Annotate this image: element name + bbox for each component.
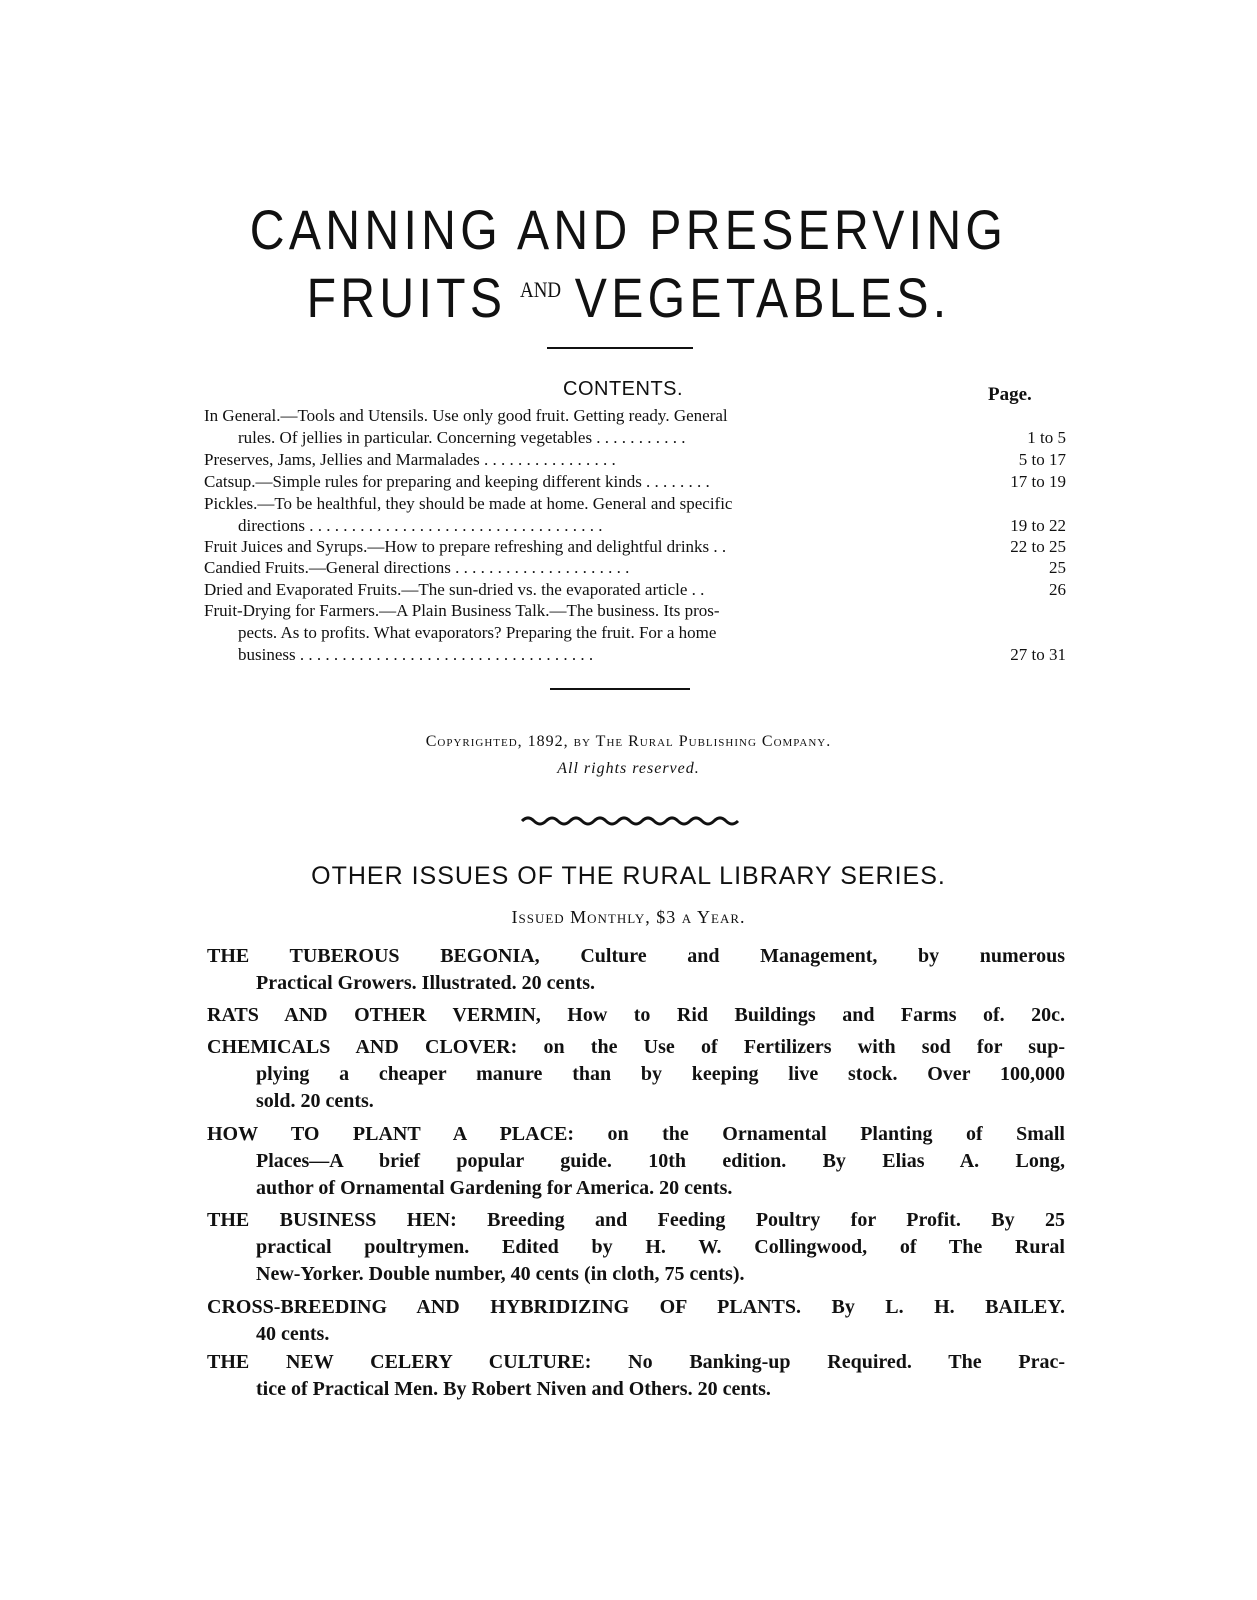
library-item-line: 40 cents.	[256, 1323, 330, 1345]
toc-line: pects. As to profits. What evaporators? Preparing the fruit. For a home	[238, 623, 717, 642]
library-item-line: THE TUBEROUS BEGONIA, Culture and Management, by numerous	[207, 945, 1065, 967]
toc-line: Fruit-Drying for Farmers.—A Plain Business Talk.—The business. Its pros-	[204, 601, 720, 620]
library-item-line: practical poultrymen. Edited by H. W. Collingwood, of The Rural	[256, 1236, 1065, 1258]
library-item-line: tice of Practical Men. By Robert Niven and Others. 20 cents.	[256, 1378, 771, 1400]
library-item-line: THE NEW CELERY CULTURE: No Banking-up Required. The Prac-	[207, 1351, 1065, 1373]
library-item-line: Practical Growers. Illustrated. 20 cents.	[256, 972, 595, 994]
rights-reserved: All rights reserved.	[557, 760, 700, 777]
library-item-line: author of Ornamental Gardening for America. 20 cents.	[256, 1177, 733, 1199]
library-item-line: HOW TO PLANT A PLACE: on the Ornamental Planting of Small	[207, 1123, 1065, 1145]
wavy-divider	[520, 813, 740, 827]
toc-line: rules. Of jellies in particular. Concerning vegetables . . . . . . . . . . . 1 to 5	[238, 428, 1066, 447]
toc-line: Candied Fruits.—General directions . . . . . . . . . . . . . . . . . . . . . 25	[204, 558, 1066, 577]
issued-monthly: Issued Monthly, $3 a Year.	[511, 907, 746, 927]
toc-line: Fruit Juices and Syrups.—How to prepare refreshing and delightful drinks . . 22 to 25	[204, 537, 1066, 556]
library-item-line: Places—A brief popular guide. 10th edition. By Elias A. Long,	[256, 1150, 1065, 1172]
contents-heading: CONTENTS.	[563, 378, 684, 400]
library-item-line: CROSS-BREEDING AND HYBRIDIZING OF PLANTS. By L. H. BAILEY.	[207, 1296, 1065, 1318]
divider-top	[547, 347, 693, 349]
copyright-notice: Copyrighted, 1892, by The Rural Publishing Company.	[425, 733, 832, 750]
toc-line: business . . . . . . . . . . . . . . . . . . . . . . . . . . . . . . . . . . . 27 to 31	[238, 645, 1066, 664]
title-fruits: FRUITS	[306, 266, 507, 329]
toc-line: Pickles.—To be healthful, they should be made at home. General and specific	[204, 494, 733, 513]
library-item-line: CHEMICALS AND CLOVER: on the Use of Fertilizers with sod for sup-	[207, 1036, 1065, 1058]
title-vegetables: VEGETABLES.	[574, 266, 951, 329]
library-item-line: plying a cheaper manure than by keeping live stock. Over 100,000	[256, 1063, 1065, 1085]
library-item-line: RATS AND OTHER VERMIN, How to Rid Buildings and Farms of. 20c.	[207, 1004, 1065, 1026]
library-item-line: THE BUSINESS HEN: Breeding and Feeding Poultry for Profit. By 25	[207, 1209, 1065, 1231]
toc-line: Preserves, Jams, Jellies and Marmalades . . . . . . . . . . . . . . . . 5 to 17	[204, 450, 1066, 469]
toc-line: Catsup.—Simple rules for preparing and keeping different kinds . . . . . . . . 17 to 19	[204, 472, 1066, 491]
divider-middle	[550, 688, 690, 690]
library-item-line: sold. 20 cents.	[256, 1090, 374, 1112]
title-and: AND	[520, 277, 562, 303]
toc-line: directions . . . . . . . . . . . . . . . . . . . . . . . . . . . . . . . . . . . 19 to 22	[238, 516, 1066, 535]
toc-line: Dried and Evaporated Fruits.—The sun-dried vs. the evaporated article . . 26	[204, 580, 1066, 599]
toc-line: In General.—Tools and Utensils. Use only good fruit. Getting ready. General	[204, 406, 728, 425]
other-issues-heading: OTHER ISSUES OF THE RURAL LIBRARY SERIES.	[311, 862, 946, 890]
title-line-2	[88, 266, 1169, 329]
title-line-1: CANNING AND PRESERVING	[249, 198, 1008, 261]
page-heading: Page.	[988, 384, 1032, 405]
library-item-line: New-Yorker. Double number, 40 cents (in cloth, 75 cents).	[256, 1263, 745, 1285]
